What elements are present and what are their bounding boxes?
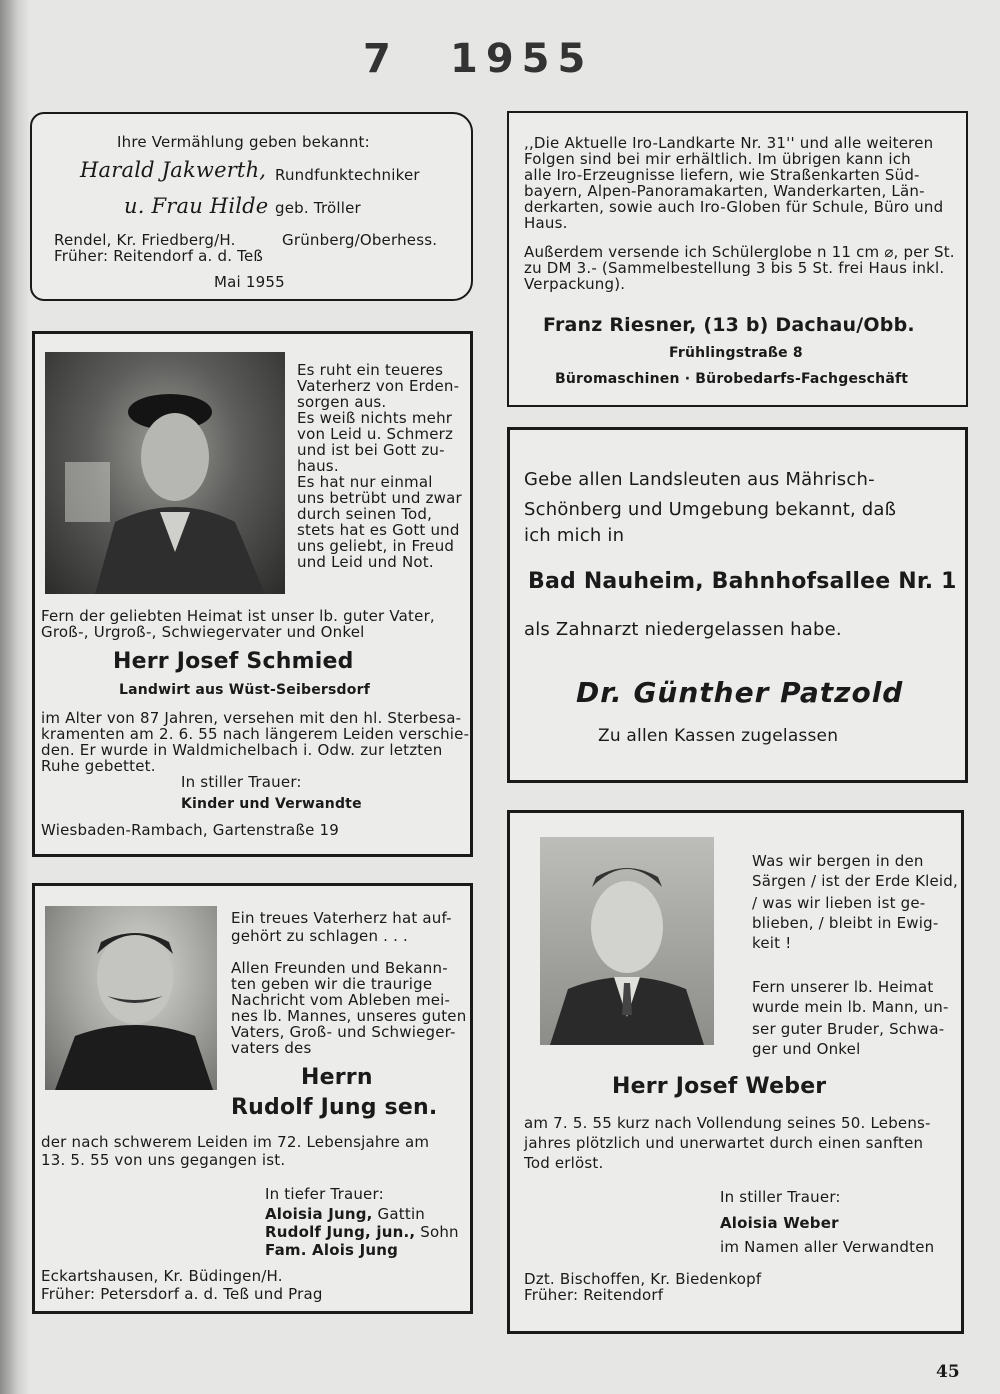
jung-former: Früher: Petersdorf a. d. Teß und Prag <box>41 1285 323 1303</box>
patzold-line: Schönberg und Umgebung bekannt, daß <box>524 499 897 520</box>
jung-body-line: ten geben wir die traurige <box>231 975 433 993</box>
poem-line: Es hat nur einmal <box>297 473 433 491</box>
poem-line: / was wir lieben ist ge- <box>752 894 926 912</box>
poem-line: uns betrübt und zwar <box>297 489 462 507</box>
weber-name: Herr Josef Weber <box>612 1074 827 1099</box>
bride-name: u. Frau Hilde <box>124 194 269 218</box>
mourner <box>265 1224 459 1240</box>
poem-line: und ist bei Gott zu- <box>297 441 445 459</box>
poem-line: Was wir bergen in den <box>752 852 924 870</box>
patzold-line: Gebe allen Landsleuten aus Mährisch- <box>524 469 875 490</box>
weber-body: jahres plötzlich und unerwartet durch einen sanften <box>524 1134 924 1152</box>
jung-body-line: Allen Freunden und Bekann- <box>231 959 448 977</box>
patzold-line-4: als Zahnarzt niedergelassen habe. <box>524 619 842 640</box>
poem-line: stets hat es Gott und <box>297 521 460 539</box>
patzold-name: Dr. Günther Patzold <box>576 676 904 709</box>
year: 1955 <box>450 36 594 82</box>
jung-body-line: Vaters, Groß- und Schwieger- <box>231 1023 456 1041</box>
poem-line: Es weiß nichts mehr <box>297 409 453 427</box>
jung-death: der nach schwerem Leiden im 72. Lebensjahre am <box>41 1133 430 1151</box>
iro-line: ,,Die Aktuelle Iro-Landkarte Nr. 31'' und alle weiteren <box>524 134 934 152</box>
poem-line: Vaterherz von Erden- <box>297 377 460 395</box>
iro-map-ad <box>507 111 968 407</box>
weber-others: im Namen aller Verwandten <box>720 1238 935 1256</box>
iro-line: alle Iro-Erzeugnisse liefern, wie Straßenkarten Süd- <box>524 166 920 184</box>
mourner-relation: Sohn <box>415 1223 459 1241</box>
weber-intro-line: ger und Onkel <box>752 1040 861 1058</box>
portrait-josef-schmied <box>45 352 285 594</box>
portrait-silhouette <box>45 352 285 594</box>
mourner-name: Aloisia Weber <box>720 1214 839 1232</box>
schmied-address: Wiesbaden-Rambach, Gartenstraße 19 <box>41 821 339 839</box>
weber-intro-line: wurde mein lb. Mann, un- <box>752 998 949 1016</box>
page-binding-edge <box>0 0 30 1394</box>
jung-name: Rudolf Jung sen. <box>231 1095 438 1120</box>
deceased-occupation: Landwirt aus Wüst-Seibersdorf <box>119 682 370 698</box>
mourner <box>265 1206 425 1222</box>
iro-line: bayern, Alpen-Panoramakarten, Wanderkarten, Län- <box>524 182 925 200</box>
iro-line: Außerdem versende ich Schülerglobe n 11 cm ⌀, per St. <box>524 243 955 261</box>
dentist-patzold-ad <box>507 427 968 783</box>
jung-body-line: vaters des <box>231 1039 312 1057</box>
weber-place: Dzt. Bischoffen, Kr. Biedenkopf <box>524 1270 762 1288</box>
poem-line: Es ruht ein teueres <box>297 361 444 379</box>
obituary-josef-weber <box>507 810 964 1334</box>
poem-line: von Leid u. Schmerz <box>297 425 454 443</box>
mourning-label: In tiefer Trauer: <box>265 1185 384 1203</box>
iro-line: Verpackung). <box>524 275 626 293</box>
schmied-body: Ruhe gebettet. <box>41 757 156 775</box>
schmied-body: kramenten am 2. 6. 55 nach längerem Leiden verschie- <box>41 725 470 743</box>
mourning-label: In stiller Trauer: <box>181 773 302 791</box>
place-left: Rendel, Kr. Friedberg/H. <box>54 231 236 249</box>
schmied-body: den. Er wurde in Waldmichelbach i. Odw. zur letzten <box>41 741 443 759</box>
mourner-name: Fam. Alois Jung <box>265 1241 399 1259</box>
schmied-intro: Groß-, Urgroß-, Schwiegervater und Onkel <box>41 623 365 641</box>
mourner-name: Aloisia Jung, <box>265 1205 373 1223</box>
mourners: Kinder und Verwandte <box>181 796 362 812</box>
jung-place: Eckartshausen, Kr. Büdingen/H. <box>41 1267 283 1285</box>
weber-body: Tod erlöst. <box>524 1154 604 1172</box>
schmied-body: im Alter von 87 Jahren, versehen mit den hl. Sterbesa- <box>41 709 462 727</box>
iro-seller-name: Franz Riesner, (13 b) Dachau/Obb. <box>543 314 915 336</box>
poem-line: haus. <box>297 457 339 475</box>
iro-line: zu DM 3.- (Sammelbestellung 3 bis 5 St. frei Haus inkl. <box>524 259 945 277</box>
poem-line: keit ! <box>752 934 792 952</box>
jung-intro: gehört zu schlagen . . . <box>231 927 408 945</box>
portrait-silhouette <box>540 837 714 1045</box>
jung-body-line: Nachricht vom Ableben mei- <box>231 991 451 1009</box>
poem-line: sorgen aus. <box>297 393 387 411</box>
poem-line: durch seinen Tod, <box>297 505 433 523</box>
wedding-announcement <box>30 112 473 301</box>
patzold-note: Zu allen Kassen zugelassen <box>598 726 839 746</box>
jung-death: 13. 5. 55 von uns gegangen ist. <box>41 1151 286 1169</box>
weber-intro-line: Fern unserer lb. Heimat <box>752 978 934 996</box>
mourning-label: In stiller Trauer: <box>720 1188 841 1206</box>
jung-intro: Ein treues Vaterherz hat auf- <box>231 909 452 927</box>
jung-name-title: Herrn <box>301 1065 373 1090</box>
page-number: 45 <box>936 1362 960 1382</box>
patzold-line: ich mich in <box>524 525 625 546</box>
iro-seller-street: Frühlingstraße 8 <box>669 345 803 361</box>
jung-body-line: nes lb. Mannes, unseres guten <box>231 1007 467 1025</box>
weber-intro-line: ser guter Bruder, Schwa- <box>752 1020 945 1038</box>
weber-body: am 7. 5. 55 kurz nach Vollendung seines 50. Lebens- <box>524 1114 931 1132</box>
obituary-josef-schmied <box>32 331 473 857</box>
groom-name: Harald Jakwerth, <box>80 158 267 182</box>
mourner-name: Rudolf Jung, jun., <box>265 1223 416 1241</box>
former-residence: Früher: Reitendorf a. d. Teß <box>54 247 264 265</box>
obituary-rudolf-jung <box>32 883 473 1314</box>
poem-line: Särgen / ist der Erde Kleid, <box>752 872 958 890</box>
place-right: Grünberg/Oberhess. <box>282 231 438 249</box>
wedding-date: Mai 1955 <box>214 273 285 291</box>
bride-maiden-name: geb. Tröller <box>275 199 361 217</box>
iro-line: Haus. <box>524 214 568 232</box>
portrait-rudolf-jung <box>45 906 217 1090</box>
wedding-intro: Ihre Vermählung geben bekannt: <box>117 133 370 151</box>
mourner-relation: Gattin <box>372 1205 426 1223</box>
iro-line: Folgen sind bei mir erhältlich. Im übrigen kann ich <box>524 150 911 168</box>
portrait-josef-weber <box>540 837 714 1045</box>
patzold-address: Bad Nauheim, Bahnhofsallee Nr. 1 <box>528 569 957 594</box>
deceased-name: Herr Josef Schmied <box>113 649 354 674</box>
poem-line: blieben, / bleibt in Ewig- <box>752 914 939 932</box>
iro-line: derkarten, sowie auch Iro-Globen für Schule, Büro und <box>524 198 944 216</box>
portrait-silhouette <box>45 906 217 1090</box>
poem-line: und Leid und Not. <box>297 553 434 571</box>
iro-seller-business: Büromaschinen · Bürobedarfs-Fachgeschäft <box>555 371 909 387</box>
schmied-intro: Fern der geliebten Heimat ist unser lb. guter Vater, <box>41 607 435 625</box>
weber-former: Früher: Reitendorf <box>524 1286 664 1304</box>
poem-line: uns geliebt, in Freud <box>297 537 455 555</box>
issue-number: 7 <box>363 36 395 82</box>
groom-title: Rundfunktechniker <box>275 166 420 184</box>
